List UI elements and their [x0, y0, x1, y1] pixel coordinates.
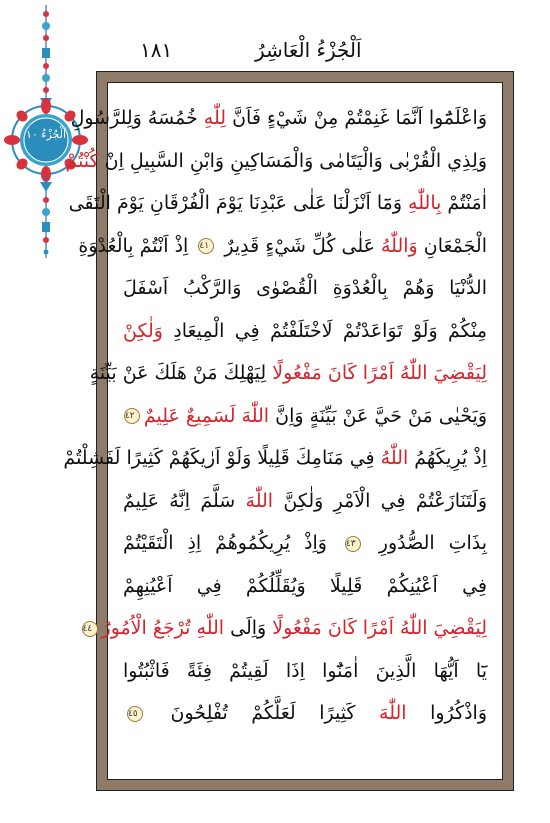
text-segment: الْجَمْعَانِ	[417, 234, 487, 257]
text-segment: وَاذْكُرُوا	[406, 702, 487, 724]
ornament-bottom-chain	[40, 176, 52, 258]
text-segment: بِذَاتِ الصُّدُورِ	[364, 532, 488, 554]
verse-number-marker: ٤٥	[127, 706, 143, 722]
page-number: ١٨١	[140, 38, 173, 62]
text-line	[123, 395, 487, 438]
highlighted-text: اللّٰهَ لَسَمِيعٌ عَلِيمٌ	[143, 404, 270, 427]
highlighted-text: اللّٰهُ	[380, 447, 409, 469]
verse-text	[63, 97, 488, 765]
highlighted-text: وَلٰكِنْ	[123, 319, 163, 342]
highlighted-text: وَاللّٰهُ	[381, 234, 418, 257]
text-line	[123, 692, 487, 735]
text-line	[123, 650, 487, 693]
text-segment: سَلَّمَ اِنَّهُ عَلِيمٌ	[123, 489, 246, 512]
text-segment: عَلٰى كُلِّ شَيْءٍ قَدِيرٌ	[218, 234, 381, 257]
text-line	[123, 267, 487, 310]
verse-number-marker: ٤٤	[82, 621, 98, 637]
highlighted-text: لِلّٰهِ	[203, 107, 227, 129]
highlighted-text: لِيَقْضِيَ اللّٰهُ اَمْرًا كَانَ مَفْعُولًا	[272, 362, 487, 384]
text-line	[123, 522, 487, 565]
text-line	[82, 607, 487, 650]
text-line	[123, 310, 487, 353]
text-segment: وَاعْلَمُٓوا اَنَّمَا غَنِمْتُمْ مِنْ شَيْءٍ فَاَنَّ	[226, 107, 487, 129]
text-segment: وَيَحْيٰى مَنْ حَيَّ عَنْ بَيِّنَةٍ وَاِنَّ	[269, 404, 487, 427]
juz-marker-label: اَلْجُزْءُ ١٠	[25, 128, 67, 141]
text-line	[123, 480, 487, 523]
juz-title: اَلْجُزْءُ الْعَاشِرُ	[255, 38, 362, 62]
verse-number-marker: ٤١	[198, 238, 214, 254]
text-line	[70, 97, 487, 140]
text-segment: وَاِذْ يُرِيكُمُوهُمْ اِذِ الْتَقَيْتُمْ	[123, 532, 341, 554]
text-segment: فِي مَنَامِكَ قَلِيلًا وَلَوْ اَرٰيكَهُمْ كَثِيرًا لَفَشِلْتُمْ	[63, 447, 381, 469]
text-segment: يَٓا اَيُّهَا الَّذِينَ اٰمَنُٓوا اِذَا لَقِيتُمْ فِئَةً فَاثْبُتُوا	[123, 659, 487, 682]
verse-number-marker: ٤٢	[124, 408, 140, 424]
text-segment: فِي اَعْيُنِكُمْ قَلِيلًا وَيُقَلِّلُكُمْ فِي اَعْيُنِهِمْ	[123, 574, 487, 597]
text-segment: لِيَهْلِكَ مَنْ هَلَكَ عَنْ بَيِّنَةٍ	[89, 362, 273, 384]
verse-number-marker: ٤٣	[345, 536, 361, 552]
text-segment: وَلَتَنَازَعْتُمْ فِي الْاَمْرِ وَلٰكِنَّ	[273, 489, 488, 512]
text-segment: اِذْ يُرِيكَهُمُ	[408, 447, 487, 469]
text-panel	[63, 82, 503, 780]
text-segment: مِنْكُمْ وَلَوْ تَوَاعَدْتُمْ لَاخْتَلَفْتُمْ فِي الْمِيعَادِ	[162, 319, 487, 342]
page-frame	[63, 71, 514, 791]
text-line	[78, 225, 487, 268]
text-line	[63, 437, 487, 480]
highlighted-text: اللّٰهَ	[379, 702, 407, 724]
text-segment: خُمُسَهُ وَلِلرَّسُولِ	[70, 107, 204, 129]
highlighted-text: كُنْتُمْ	[65, 149, 99, 172]
highlighted-text: اللّٰهِ تُرْجَعُ الْاُمُورُ	[101, 617, 225, 639]
text-segment: اٰمَنْتُمْ	[441, 192, 487, 214]
text-segment: اِذْ اَنْتُمْ بِالْعُدْوَةِ	[78, 234, 195, 257]
text-line	[123, 565, 487, 608]
highlighted-text: بِاللّٰهِ	[408, 192, 442, 214]
text-segment: الدُّنْيَا وَهُمْ بِالْعُدْوَةِ الْقُصْوٰى وَالرَّكْبُ اَسْفَلَ	[123, 277, 487, 299]
highlighted-text: لِيَقْضِيَ اللّٰهُ اَمْرًا كَانَ مَفْعُولًا	[272, 617, 487, 639]
text-segment: وَاِلَى	[224, 617, 273, 639]
highlighted-text: اللّٰهَ	[245, 489, 274, 512]
ornament-top-chain	[40, 5, 52, 110]
text-line	[65, 140, 487, 183]
text-segment: وَلِذِي الْقُرْبٰى وَالْيَتَامٰى وَالْمَسَاكِينِ وَابْنِ السَّبِيلِ اِنْ	[98, 149, 487, 172]
text-line	[89, 352, 487, 395]
text-segment: وَمَٓا اَنْزَلْنَا عَلٰى عَبْدِنَا يَوْمَ الْفُرْقَانِ يَوْمَ الْتَقَى	[68, 192, 409, 214]
text-segment: كَثِيرًا لَعَلَّكُمْ تُفْلِحُونَ	[147, 702, 380, 724]
text-line	[68, 182, 487, 225]
